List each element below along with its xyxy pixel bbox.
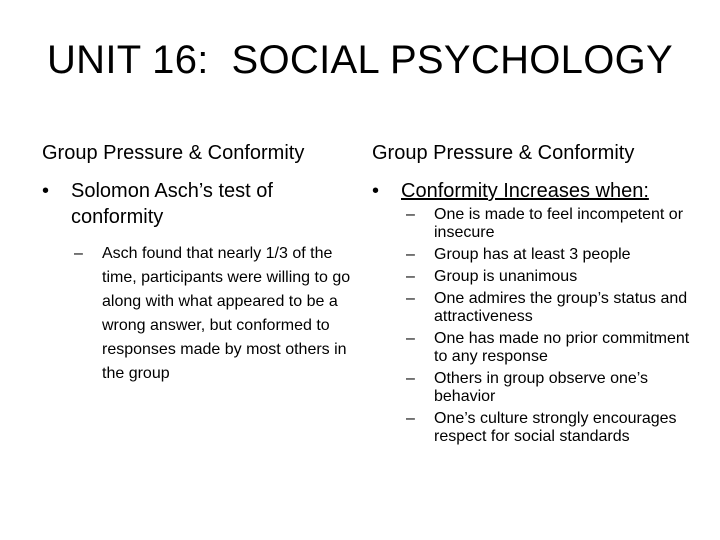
- dash-marker: –: [406, 370, 415, 387]
- dash-marker: –: [406, 246, 415, 263]
- right-sub-item-text: Group has at least 3 people: [434, 246, 631, 263]
- right-bullet-text: Conformity Increases when:: [401, 180, 649, 202]
- left-heading: Group Pressure & Conformity: [42, 142, 305, 164]
- left-sub-item-text: Asch found that nearly 1/3 of the time, participants were willing to go along with what appeared to be a wrong answer, but conformed to responses made by most others in the group: [102, 245, 351, 382]
- left-sub-item: [72, 242, 352, 386]
- dash-marker: –: [406, 206, 415, 223]
- right-sub-item: [404, 290, 692, 326]
- right-sub-item: [404, 330, 692, 366]
- dash-marker: –: [406, 290, 415, 307]
- dash-marker: –: [406, 330, 415, 347]
- dash-marker: –: [74, 245, 83, 262]
- right-sub-item: [404, 206, 692, 242]
- right-sub-item: [404, 410, 692, 446]
- right-sub-item-text: One admires the group’s status and attractiveness: [434, 290, 688, 325]
- left-bullet-text: Solomon Asch’s test of conformity: [71, 180, 273, 228]
- right-sub-item-text: One’s culture strongly encourages respect for social standards: [434, 410, 677, 445]
- right-sub-item: [404, 370, 692, 406]
- right-sub-item: [404, 268, 692, 286]
- right-column: [372, 140, 692, 450]
- right-sub-item-text: Others in group observe one’s behavior: [434, 370, 649, 405]
- right-sub-list: [372, 206, 692, 446]
- right-sub-item: [404, 246, 692, 264]
- left-bullet: [42, 178, 352, 230]
- right-sub-item-text: One is made to feel incompetent or insecure: [434, 206, 684, 241]
- dash-marker: –: [406, 268, 415, 285]
- slide-title: UNIT 16: SOCIAL PSYCHOLOGY: [46, 38, 674, 82]
- right-heading: Group Pressure & Conformity: [372, 142, 635, 164]
- bullet-marker: •: [372, 180, 380, 202]
- right-sub-item-text: One has made no prior commitment to any response: [434, 330, 690, 365]
- right-bullet: [372, 178, 692, 204]
- right-sub-item-text: Group is unanimous: [434, 268, 578, 285]
- bullet-marker: •: [42, 180, 50, 202]
- left-column: [42, 140, 352, 386]
- dash-marker: –: [406, 410, 415, 427]
